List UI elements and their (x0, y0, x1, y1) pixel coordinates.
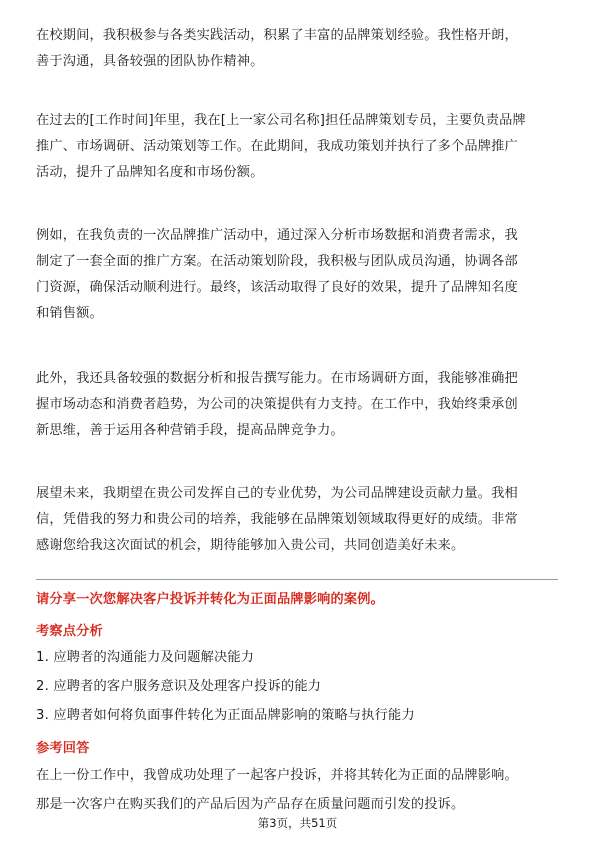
paragraph-example (36, 223, 561, 327)
interview-question: 请分享一次您解决客户投诉并转化为正面品牌影响的案例。 (36, 592, 385, 607)
paragraph-work-experience (36, 108, 561, 186)
answer-line: 在上一份工作中，我曾成功处理了一起客户投诉，并将其转化为正面的品牌影响。 (36, 768, 518, 783)
section-divider (36, 579, 558, 580)
analysis-item: 1. 应聘者的沟通能力及问题解决能力 (36, 650, 255, 665)
paragraph-line: 此外，我还具备较强的数据分析和报告撰写能力。在市场调研方面，我能够准确把 (36, 371, 518, 386)
paragraph-line: 展望未来，我期望在贵公司发挥自己的专业优势，为公司品牌建设贡献力量。我相 (36, 486, 518, 501)
analysis-item: 3. 应聘者如何将负面事件转化为正面品牌影响的策略与执行能力 (36, 708, 415, 723)
paragraph-line: 活动，提升了品牌知名度和市场份额。 (36, 165, 264, 180)
paragraph-line: 握市场动态和消费者趋势，为公司的决策提供有力支持。在工作中，我始终秉承创 (36, 397, 518, 412)
paragraph-line: 在校期间，我积极参与各类实践活动，积累了丰富的品牌策划经验。我性格开朗， (36, 28, 518, 43)
paragraph-line: 门资源，确保活动顺利进行。最终，该活动取得了良好的效果，提升了品牌知名度 (36, 280, 518, 295)
paragraph-line: 制定了一套全面的推广方案。在活动策划阶段，我积极与团队成员沟通，协调各部 (36, 254, 518, 269)
answer-line: 那是一次客户在购买我们的产品后因为产品存在质量问题而引发的投诉。 (36, 797, 465, 812)
paragraph-skills (36, 366, 561, 444)
paragraph-line: 新思维，善于运用各种营销手段，提高品牌竞争力。 (36, 423, 344, 438)
analysis-title: 考察点分析 (36, 624, 103, 639)
paragraph-line: 感谢您给我这次面试的机会，期待能够加入贵公司，共同创造美好未来。 (36, 538, 465, 553)
paragraph-line: 信，凭借我的努力和贵公司的培养，我能够在品牌策划领域取得更好的成绩。非常 (36, 512, 518, 527)
paragraph-education (36, 23, 561, 75)
answer-title: 参考回答 (36, 741, 90, 756)
paragraph-line: 例如，在我负责的一次品牌推广活动中，通过深入分析市场数据和消费者需求，我 (36, 228, 518, 243)
paragraph-line: 在过去的[工作时间]年里，我在[上一家公司名称]担任品牌策划专员，主要负责品牌 (36, 113, 526, 128)
analysis-item: 2. 应聘者的客户服务意识及处理客户投诉的能力 (36, 679, 322, 694)
page-number: 第3页，共51页 (257, 816, 338, 830)
paragraph-line: 和销售额。 (36, 306, 103, 321)
paragraph-outlook (36, 481, 561, 559)
paragraph-line: 善于沟通，具备较强的团队协作精神。 (36, 54, 264, 69)
paragraph-line: 推广、市场调研、活动策划等工作。在此期间，我成功策划并执行了多个品牌推广 (36, 139, 518, 154)
